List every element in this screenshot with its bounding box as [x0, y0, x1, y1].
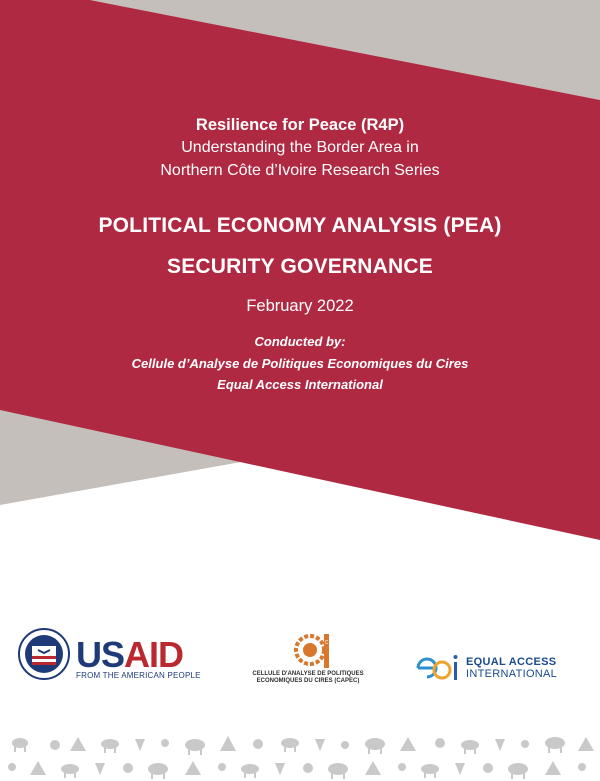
- report-date: February 2022: [246, 297, 354, 315]
- report-title-line2: SECURITY GOVERNANCE: [167, 255, 433, 278]
- conducted-by-org1: Cellule d’Analyse de Politiques Economiques du Cires: [131, 356, 469, 371]
- capec-logo-text: [248, 671, 368, 685]
- series-subtitle-line1: Understanding the Border Area in: [181, 139, 419, 156]
- usaid-seal-icon: [18, 628, 70, 680]
- eai-text-line2: INTERNATIONAL: [466, 668, 558, 680]
- eai-logo-text: [466, 656, 557, 680]
- capec-text-line2: ECONOMIQUES DU CIRES (CAPEC): [256, 678, 360, 684]
- usaid-logo-left: US: [76, 634, 125, 675]
- eai-text-line1: EQUAL ACCESS: [466, 656, 557, 668]
- svg-text:C: C: [324, 640, 329, 646]
- usaid-logo: [76, 634, 183, 676]
- conducted-by-org2: Equal Access International: [217, 377, 383, 392]
- decorative-pattern-strip: [0, 731, 600, 781]
- report-title-line1: POLITICAL ECONOMY ANALYSIS (PEA): [98, 214, 502, 237]
- usaid-logo-right: AID: [124, 634, 184, 675]
- usaid-tagline: FROM THE AMERICAN PEOPLE: [76, 671, 201, 680]
- series-title: Resilience for Peace (R4P): [195, 116, 405, 134]
- eai-logo-icon: [412, 650, 462, 686]
- capec-text-line1: CELLULE D'ANALYSE DE POLITIQUES: [252, 671, 364, 677]
- conducted-by-label: Conducted by:: [254, 334, 346, 349]
- series-subtitle-line2: Northern Côte d’Ivoire Research Series: [160, 162, 440, 179]
